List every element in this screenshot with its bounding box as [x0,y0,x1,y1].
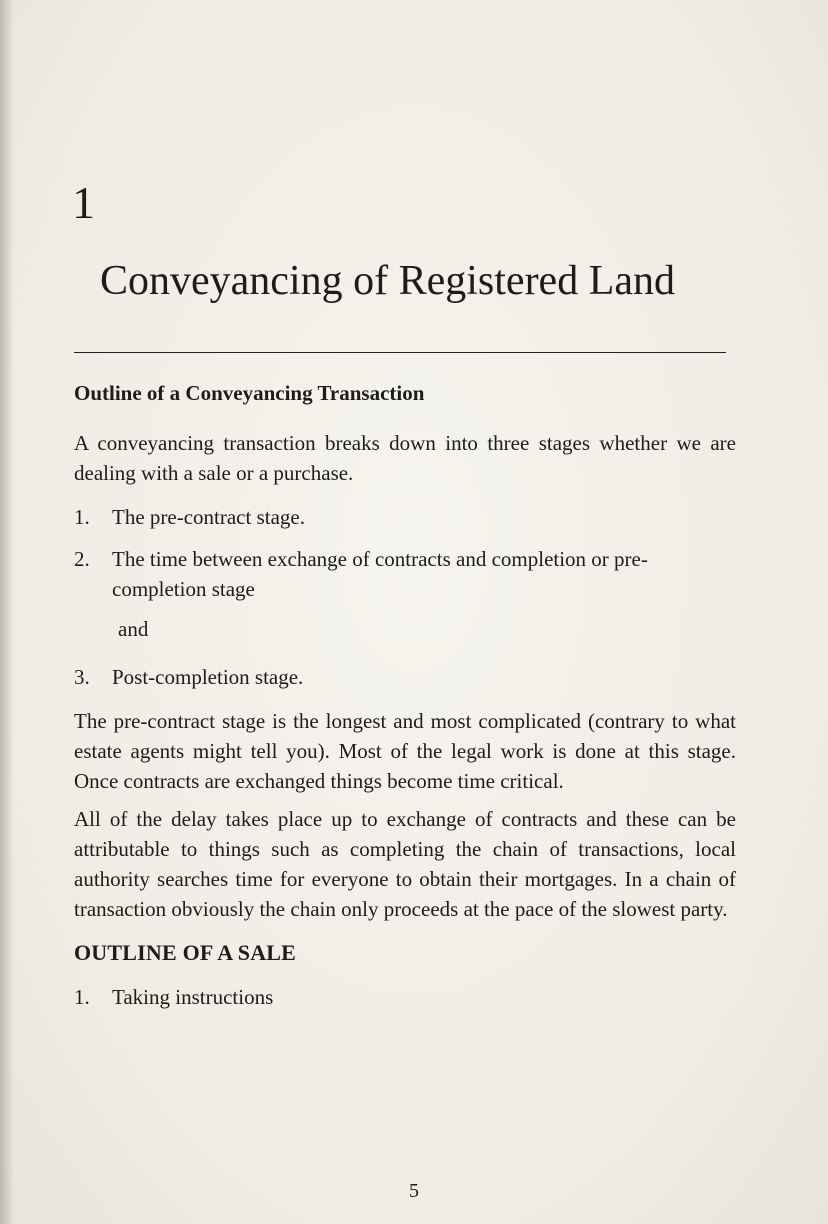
title-divider [74,352,726,353]
chapter-title: Conveyancing of Registered Land [100,258,675,304]
stages-list [74,502,736,692]
page-gutter-shadow [0,0,14,1224]
list-item-text: The time between exchange of contracts and completion or pre-completion stage [112,547,648,601]
list-item-number: 1. [74,505,90,529]
body-paragraph: All of the delay takes place up to exchange of contracts and these can be attributable to things such as completing the chain of transactions, local authority searches time for everyone to obtain their mortgages. In a chain of transaction obviously the chain only proceeds at the pace of the slowest party. [74,807,736,921]
body-paragraph: The pre-contract stage is the longest and most complicated (contrary to what estate agents might tell you). Most of the legal work is done at this stage. Once contracts are exchanged things become time critical. [74,709,736,793]
list-item-number: 1. [74,985,90,1009]
section-heading: Outline of a Conveyancing Transaction [74,381,425,405]
list-item-number: 3. [74,665,90,689]
list-item-text: The pre-contract stage. [112,505,305,529]
list-item [74,544,736,604]
list-item [74,662,736,692]
chapter-body [74,378,736,1019]
list-item [74,982,736,1012]
list-connector: and [118,617,149,641]
intro-paragraph: A conveyancing transaction breaks down into three stages whether we are dealing with a sale or a purchase. [74,431,736,485]
sale-heading: OUTLINE OF A SALE [74,940,297,965]
chapter-number: 1 [72,177,95,228]
list-item-text: Taking instructions [112,985,274,1009]
page-number: 5 [409,1180,419,1202]
list-item [74,502,736,532]
list-item-text: Post-completion stage. [112,665,304,689]
list-item-number: 2. [74,547,90,571]
